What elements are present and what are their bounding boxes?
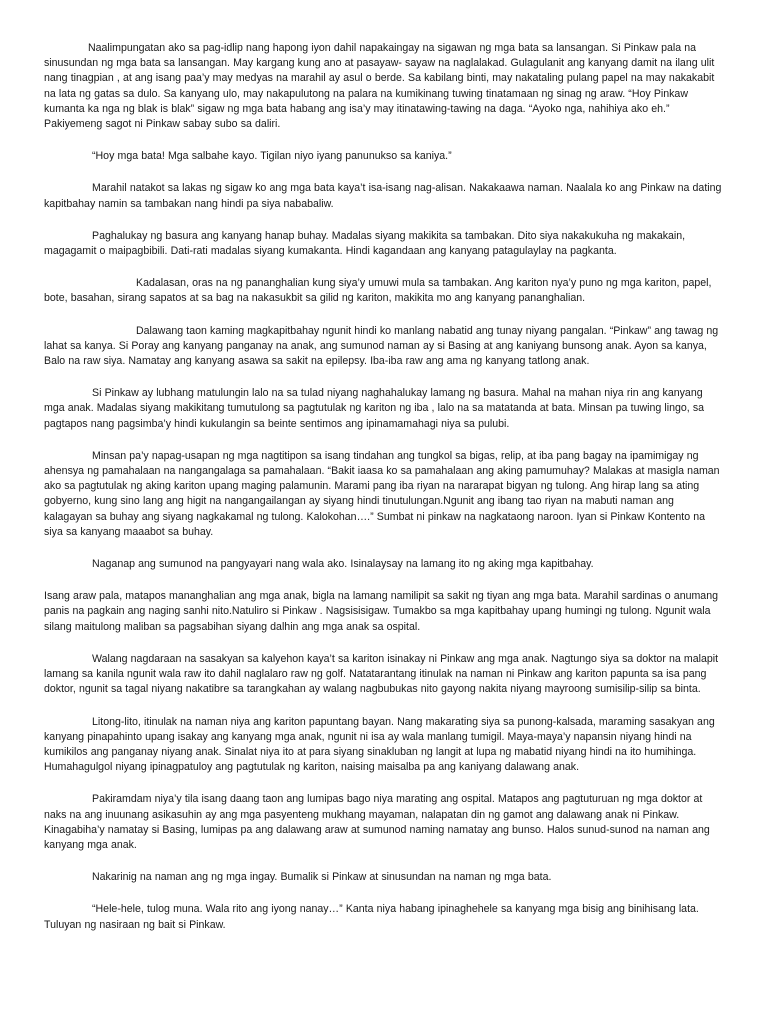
paragraph-13: Pakiramdam niya’y tila isang daang taon ang lumipas bago niya marating ang ospital. Matapos ang pagtuturuan ng mga doktor at naks na ang inuunang asikasuhin ay ang mga pasyenteng mukhang mayaman, nalapatan din ng gamot ang dalawang anak ni Pinkaw. Kinagabiha’y namatay si Basing, lumipas pa ang dalawang araw at sumunod naming namatay ang bunso. Halos sunud-sunod na naman ang kanyang mga anak. — [44, 793, 710, 851]
paragraph-5: Kadalasan, oras na ng pananghalian kung siya’y umuwi mula sa tambakan. Ang kariton nya’y puno ng mga kariton, papel, bote, basahan, sirang sapatos at sa bag na nakasukbit sa gilid ng kariton, makikita mo ang kanyang pananghalian. — [44, 277, 712, 305]
paragraph-11: Walang nagdaraan na sasakyan sa kalyehon kaya’t sa kariton isinakay ni Pinkaw ang mga anak. Nagtungo siya sa doktor na malapit lamang sa kanila ngunit wala raw ito dahil naglalaro raw ng golf. Natatarantang itinulak na naman ni Pinkaw ang kariton papunta sa isa pang doktor, ngunit sa tagal niyang nakatibre sa tarangkahan ay walang nagbubukas nito gayong nakita niyang mayroong sumisilip-silip sa binta. — [44, 652, 719, 696]
paragraph-3: Marahil natakot sa lakas ng sigaw ko ang mga bata kaya’t isa-isang nag-alisan. Nakakaawa naman. Naalala ko ang Pinkaw na dating kapitbahay namin sa tambakan nang hindi pa siya nababaliw. — [44, 182, 722, 210]
paragraph-9: Naganap ang sumunod na pangyayari nang wala ako. Isinalaysay na lamang ito ng aking mga kapitbahay. — [92, 558, 594, 571]
paragraph-1: Naalimpungatan ako sa pag-idlip nang hapong iyon dahil napakaingay na sigawan ng mga bata sa lansangan. Si Pinkaw pala na sinusundan ng mga bata sa lansangan. May kargang kung ano at pasayaw- sayaw na naglalakad. Gulagulanit ang kanyang damit na ilang ulit nang tinagpian , at ang isang paa’y may medyas na marahil ay asul o berde. Sa kabilang binti, may nakataling pulang papel na may nakakabit na lata ng gatas sa dulo. Sa kanyang ulo, may nakapulutong na palara na kumikinang tuwing tinatamaan ng sinag ng araw. “Hoy Pinkaw kumanta ka nga ng blak is blak” sigaw ng mga bata habang ang isa’y may itinatawing-tawing na daga. “Ayoko nga, nahihiya ako eh.” Pakiyemeng sagot ni Pinkaw sabay subo sa daliri. — [44, 42, 715, 131]
paragraph-7: Si Pinkaw ay lubhang matulungin lalo na sa tulad niyang naghahalukay lamang ng basura. Mahal na mahan niya rin ang kanyang mga anak. Madalas siyang makikitang tumutulong sa pagtutulak ng kariton ng iba , lalo na sa matatanda at bata. Minsan pa tuwing lingo, sa pagtapos nang pagsimba’y hindi kukulangin sa beinte sentimos ang ipinamamahagi niya sa pulubi. — [44, 387, 705, 430]
paragraph-12: Litong-lito, itinulak na naman niya ang kariton papuntang bayan. Nang makarating siya sa punong-kalsada, maraming sasakyan ang kanyang pinapahinto upang isakay ang kanyang mga anak, ngunit ni isa ay wala manlang tumigil. Maya-maya’y napansin niyang hindi na kumikilos ang panganay niyang anak. Sinalat niya ito at para siyang sinakluban ng langit at lupa ng mabatid niyang hindi na ito humihinga. Humahagulgol niyang ipinagpatuloy ang pagtutulak ng kariton, naising maisalba pa ang kaniyang dalawang anak. — [44, 715, 715, 774]
paragraph-15: “Hele-hele, tulog muna. Wala rito ang iyong nanay…” Kanta niya habang ipinaghehele sa kanyang mga bisig ang binihisang lata. Tuluyan ng nasiraan ng bait si Pinkaw. — [44, 903, 699, 931]
paragraph-6: Dalawang taon kaming magkapitbahay ngunit hindi ko manlang nabatid ang tunay niyang pangalan. “Pinkaw” ang tawag ng lahat sa kanya. Si Poray ang kanyang panganay na anak, ang sumunod naman ay si Basing at ang kaniyang bunsong anak. Ayon sa kanya, Balo na raw siya. Namatay ang kanyang asawa sa sakit na epilepsy. Iba-iba raw ang ama ng kanyang tatlong anak. — [44, 324, 719, 368]
paragraph-14: Nakarinig na naman ang ng mga ingay. Bumalik si Pinkaw at sinusundan na naman ng mga bata. — [92, 871, 552, 884]
paragraph-4: Paghalukay ng basura ang kanyang hanap buhay. Madalas siyang makikita sa tambakan. Dito siya nakakukuha ng makakain, magagamit o maipagbibili. Dati-rati madalas siyang kumakanta. Hindi kagandaan ang kanyang patagulaylay na pagkanta. — [44, 229, 686, 258]
paragraph-8: Minsan pa’y napag-usapan ng mga nagtitipon sa isang tindahan ang tungkol sa bigas, relip, at iba pang bagay na ipamimigay ng ahensya ng pamahalaan na nangangalaga sa pamahalaan. “Bakit iaasa ko sa pamahalaan ang aking pamumuhay? Malakas at masigla naman ako sa pagtutulak ng aking kariton upang maging palamunin. Marami pang iba riyan na nararapat bigyan ng tulong. Ang hirap lang sa ating gobyerno, kung sino lang ang higit na nangangailangan ay siyang hindi tinutulungan.Ngunit ang ibang tao riyan na mabuti naman ang kalagayan sa buhay ang siyang nagkakamal ng tulong. Kalokohan….” Sumbat ni pinkaw na nagkataong naroon. Iyan si Pinkaw Kontento na siya sa kanyang maaabot sa buhay. — [44, 449, 720, 538]
paragraph-10: Isang araw pala, matapos mananghalian ang mga anak, bigla na lamang namilipit sa sakit ng tiyan ang mga bata. Marahil sardinas o anumang panis na pagkain ang naging sanhi nito.Natuliro si Pinkaw . Nagsisisigaw. Tumakbo sa mga kapitbahay upang humingi ng tulong. Ngunit wala silang maitulong maliban sa pagsabihan siyang dalhin ang mga anak sa ospital. — [44, 590, 718, 633]
paragraph-2: “Hoy mga bata! Mga salbahe kayo. Tigilan niyo iyang panunukso sa kaniya.” — [92, 150, 452, 163]
